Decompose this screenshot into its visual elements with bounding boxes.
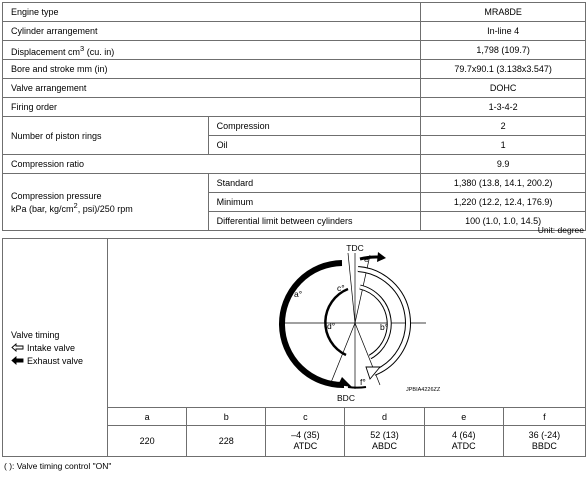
table-row [3,41,586,60]
intake-arrow-icon [11,343,24,352]
engine-spec-table [2,2,586,231]
table-row [3,3,586,22]
intake-open-line [348,253,355,323]
displacement-label-unit: (cu. in) [84,46,115,57]
value-f-line2: BBDC [531,441,557,451]
table-row [3,98,586,117]
oil-rings-value: 1 [421,136,586,155]
oil-rings-label: Oil [208,136,421,155]
intake-duration-arc-outline [358,269,408,373]
exhaust-legend [11,354,107,367]
table-row [3,22,586,41]
valve-timing-diagram-cell [108,239,586,408]
value-a-line1: 220 [139,435,155,446]
header-d: d [345,408,424,426]
label-b: b° [380,322,389,332]
displacement-value: 1,798 (109.7) [421,41,586,60]
value-d-line1: 52 (13) [370,430,399,440]
exhaust-label: Exhaust valve [27,355,84,366]
table-row [3,79,586,98]
value-c-line2: ATDC [293,441,318,451]
footnote: ( ): Valve timing control "ON" [4,461,112,471]
standard-value: 1,380 (13.8, 14.1, 200.2) [421,174,586,193]
value-a [108,426,187,457]
cp-unit-post: , psi)/250 rpm [77,203,133,214]
label-d: d° [327,321,336,331]
cylinder-arrangement-value: In-line 4 [421,22,586,41]
differential-limit-value: 100 (1.0, 1.0, 14.5) [421,212,586,231]
valve-timing-table [2,238,586,457]
bore-stroke-label: Bore and stroke mm (in) [3,60,421,79]
displacement-label-sup: 3 [80,43,85,53]
minimum-label: Minimum [208,193,421,212]
engine-type-value: MRA8DE [421,3,586,22]
compression-ratio-label: Compression ratio [3,155,421,174]
valve-arrangement-value: DOHC [421,79,586,98]
minimum-value: 1,220 (12.2, 12.4, 176.9) [421,193,586,212]
piston-rings-label: Number of piston rings [3,117,209,155]
value-f [503,426,585,457]
value-c [266,426,345,457]
valve-timing-diagram [108,239,585,407]
valve-timing-legend [3,239,108,457]
tdc-label: TDC [346,243,364,253]
displacement-label-text: Displacement cm [11,46,81,57]
value-b [187,426,266,457]
bore-stroke-value: 79.7x90.1 (3.138x3.547) [421,60,586,79]
label-a: a° [294,289,303,299]
displacement-label [3,41,421,60]
compression-pressure-title: Compression pressure [11,190,102,201]
valve-timing-title: Valve timing [11,329,60,340]
value-d-line2: ABDC [372,441,398,451]
header-e: e [424,408,503,426]
value-e-line2: ATDC [451,441,476,451]
unit-note: Unit: degree [537,225,584,235]
table-row [3,239,586,408]
value-e [424,426,503,457]
table-row [3,117,586,136]
exhaust-arrow-icon [11,356,24,365]
firing-order-value: 1-3-4-2 [421,98,586,117]
standard-label: Standard [208,174,421,193]
engine-type-label: Engine type [3,3,421,22]
value-c-line1: –4 (35) [291,430,320,440]
cp-unit-sup: 2 [73,200,78,210]
table-row [3,174,586,193]
header-c: c [266,408,345,426]
compression-rings-label: Compression [208,117,421,136]
figure-code: JPBIA4226ZZ [406,387,441,393]
bdc-label: BDC [337,393,355,403]
bdc-overlap-arc [348,387,366,388]
tdc-arrow-head [377,252,386,262]
intake-legend [11,341,107,354]
header-b: b [187,408,266,426]
intake-label: Intake valve [27,342,76,353]
cylinder-arrangement-label: Cylinder arrangement [3,22,421,41]
value-d [345,426,424,457]
cp-unit-pre: kPa (bar, kg/cm [11,203,74,214]
label-c: c° [337,283,345,293]
differential-limit-label: Differential limit between cylinders [208,212,421,231]
table-row [3,155,586,174]
compression-pressure-label [3,174,209,231]
label-f: f° [360,377,366,387]
compression-rings-value: 2 [421,117,586,136]
intake-duration-arc [358,269,408,373]
value-f-line1: 36 (-24) [528,430,561,440]
compression-pressure-unit [11,201,208,214]
label-e: e° [364,254,373,264]
firing-order-label: Firing order [3,98,421,117]
header-a: a [108,408,187,426]
valve-arrangement-label: Valve arrangement [3,79,421,98]
header-f: f [503,408,585,426]
table-row [3,60,586,79]
compression-ratio-value: 9.9 [421,155,586,174]
value-b-line1: 228 [218,435,234,446]
value-e-line1: 4 (64) [451,430,476,440]
